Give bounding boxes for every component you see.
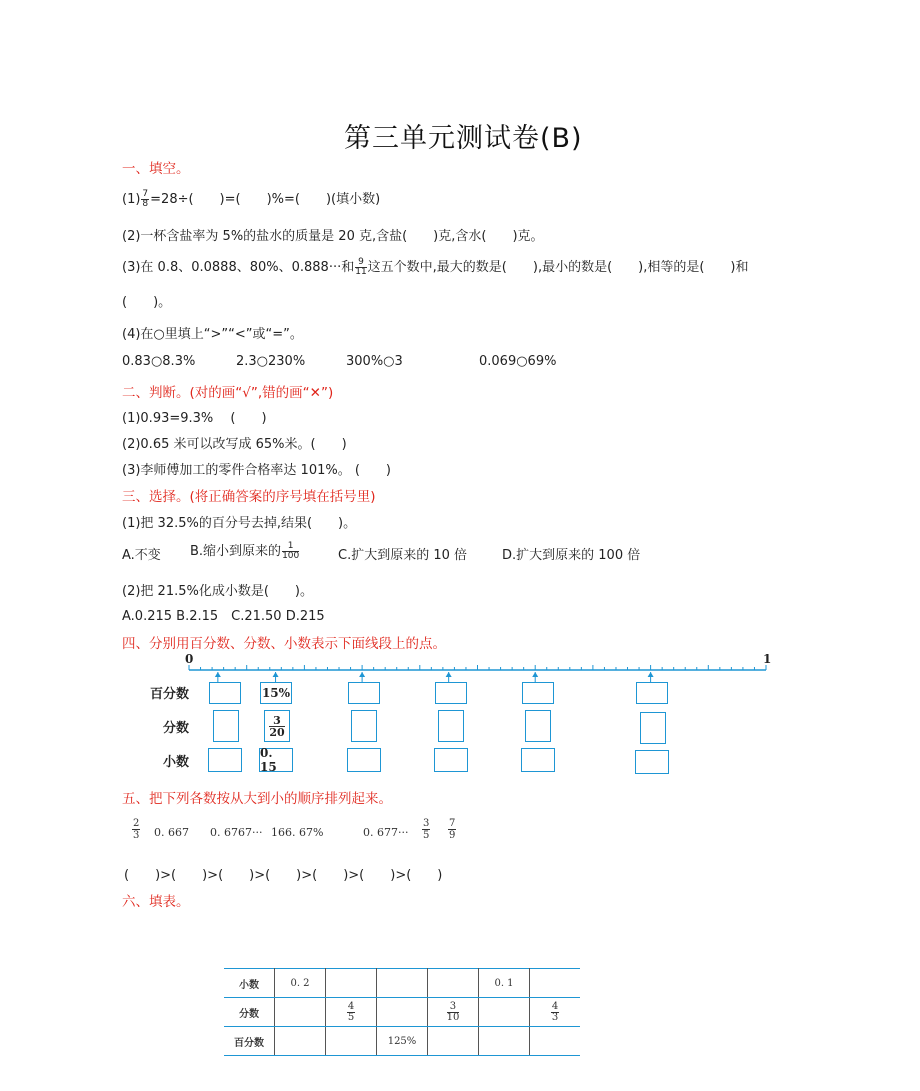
question-1-2: (2)一杯含盐率为 5%的盐水的质量是 20 克,含盐( )克,含水( )克。 — [122, 229, 544, 244]
page-title: 第三单元测试卷(B) — [344, 123, 583, 154]
number-2-3: $\frac{2}{3}$ — [133, 818, 140, 841]
judge-item-3: (3)李师傅加工的零件合格率达 101%。 ( ) — [122, 463, 391, 478]
fraction-9-11: $\frac{9}{11}$ — [355, 257, 367, 277]
percent-answer-box[interactable] — [348, 682, 380, 704]
decimal-answer-box[interactable] — [208, 748, 242, 772]
section-2-heading: 二、判断。(对的画“√”,错的画“✕”) — [122, 385, 334, 401]
number-16667-percent: 166. 67% — [271, 826, 324, 839]
fraction-answer-box[interactable] — [525, 710, 551, 742]
table-cell[interactable] — [326, 1027, 377, 1056]
table-cell[interactable] — [428, 969, 479, 998]
ordering-answer-line: ( )>( )>( )>( )>( )>( )>( ) — [124, 868, 443, 883]
option-b: B.缩小到原来的 $\frac{1}{100}$ — [190, 541, 300, 561]
section-4-heading: 四、分别用百分数、分数、小数表示下面线段上的点。 — [122, 636, 446, 652]
judge-item-1: (1)0.93=9.3% ( ) — [122, 411, 267, 426]
point-arrow-head — [648, 672, 654, 677]
number-7-9: $\frac{7}{9}$ — [449, 818, 456, 841]
compare-item-1: 0.83○8.3% — [122, 354, 196, 369]
table-cell[interactable] — [479, 998, 530, 1027]
decimal-answer-box[interactable] — [635, 750, 669, 774]
fraction-answer-box[interactable] — [213, 710, 239, 742]
table-cell[interactable] — [275, 998, 326, 1027]
judge-item-2: (2)0.65 米可以改写成 65%米。( ) — [122, 437, 347, 452]
section-1-heading: 一、填空。 — [122, 161, 190, 177]
section-5-heading: 五、把下列各数按从大到小的顺序排列起来。 — [122, 791, 392, 807]
question-1-3: (3)在 0.8、0.0888、80%、0.888···和 $\frac{9}{11}$ 这五个数中,最大的数是( ),最小的数是( ),相等的是( )和 — [122, 257, 749, 277]
question-1-4: (4)在○里填上“>”“<”或“=”。 — [122, 327, 303, 342]
decimal-answer-box[interactable] — [521, 748, 555, 772]
option-d: D.扩大到原来的 100 倍 — [502, 548, 641, 563]
fraction-example-box — [264, 710, 290, 742]
point-arrow-head — [215, 672, 221, 677]
table-cell: 0. 1 — [479, 969, 530, 998]
row-header-percent: 百分数 — [224, 1027, 275, 1056]
row-label-percent: 百分数 — [150, 687, 190, 702]
decimal-example-box: 0. 15 — [259, 748, 293, 772]
fill-table — [224, 968, 580, 1056]
point-arrow-head — [446, 672, 452, 677]
table-cell: 0. 2 — [275, 969, 326, 998]
table-row-fraction — [224, 998, 580, 1027]
number-line-end-label: 1 — [763, 652, 772, 666]
fraction-7-8: $\frac{7}{8}$ — [142, 189, 149, 209]
table-cell[interactable] — [377, 969, 428, 998]
table-cell: $\frac{4}{5}$ — [326, 998, 377, 1027]
table-cell[interactable] — [377, 998, 428, 1027]
number-0677: 0. 677··· — [363, 826, 409, 839]
table-cell: $\frac{3}{10}$ — [428, 998, 479, 1027]
fraction-1-100: $\frac{1}{100}$ — [282, 541, 300, 561]
row-label-decimal: 小数 — [163, 755, 190, 770]
table-cell: $\frac{4}{3}$ — [530, 998, 581, 1027]
table-cell[interactable] — [428, 1027, 479, 1056]
point-arrow-head — [532, 672, 538, 677]
percent-answer-box[interactable] — [435, 682, 467, 704]
fraction-answer-box[interactable] — [640, 712, 666, 744]
number-3-5: $\frac{3}{5}$ — [423, 818, 430, 841]
choice-question-1: (1)把 32.5%的百分号去掉,结果( )。 — [122, 516, 357, 531]
table-cell: 125% — [377, 1027, 428, 1056]
number-line-start-label: 0 — [185, 652, 194, 666]
point-arrow-head — [359, 672, 365, 677]
row-header-decimal: 小数 — [224, 969, 275, 998]
decimal-answer-box[interactable] — [347, 748, 381, 772]
table-cell[interactable] — [479, 1027, 530, 1056]
number-0667: 0. 667 — [154, 826, 189, 839]
percent-answer-box[interactable] — [209, 682, 241, 704]
section-3-heading: 三、选择。(将正确答案的序号填在括号里) — [122, 489, 376, 505]
fraction-answer-box[interactable] — [351, 710, 377, 742]
compare-item-2: 2.3○230% — [236, 354, 306, 369]
fraction-3-20: $\frac{3}{20}$ — [269, 713, 285, 739]
percent-answer-box[interactable] — [636, 682, 668, 704]
compare-item-3: 300%○3 — [346, 354, 403, 369]
choice-question-2: (2)把 21.5%化成小数是( )。 — [122, 584, 313, 599]
question-1-3-cont: ( )。 — [122, 295, 172, 310]
table-row-percent — [224, 1027, 580, 1056]
table-row-decimal — [224, 969, 580, 998]
question-1-1: (1) $\frac{7}{8}$ =28÷( )=( )%=( )(填小数) — [122, 189, 381, 209]
percent-answer-box[interactable] — [522, 682, 554, 704]
percent-example-box: 15% — [260, 682, 292, 704]
table-cell[interactable] — [326, 969, 377, 998]
number-06767: 0. 6767··· — [210, 826, 263, 839]
row-header-fraction: 分数 — [224, 998, 275, 1027]
choice-question-2-options: A.0.215 B.2.15 C.21.50 D.215 — [122, 609, 325, 624]
option-c: C.扩大到原来的 10 倍 — [338, 548, 468, 563]
compare-item-4: 0.069○69% — [479, 354, 557, 369]
table-cell[interactable] — [530, 969, 581, 998]
option-a: A.不变 — [122, 548, 161, 563]
fraction-answer-box[interactable] — [438, 710, 464, 742]
table-cell[interactable] — [530, 1027, 581, 1056]
section-6-heading: 六、填表。 — [122, 894, 190, 910]
table-cell[interactable] — [275, 1027, 326, 1056]
decimal-answer-box[interactable] — [434, 748, 468, 772]
point-arrow-head — [273, 672, 279, 677]
row-label-fraction: 分数 — [163, 721, 190, 736]
